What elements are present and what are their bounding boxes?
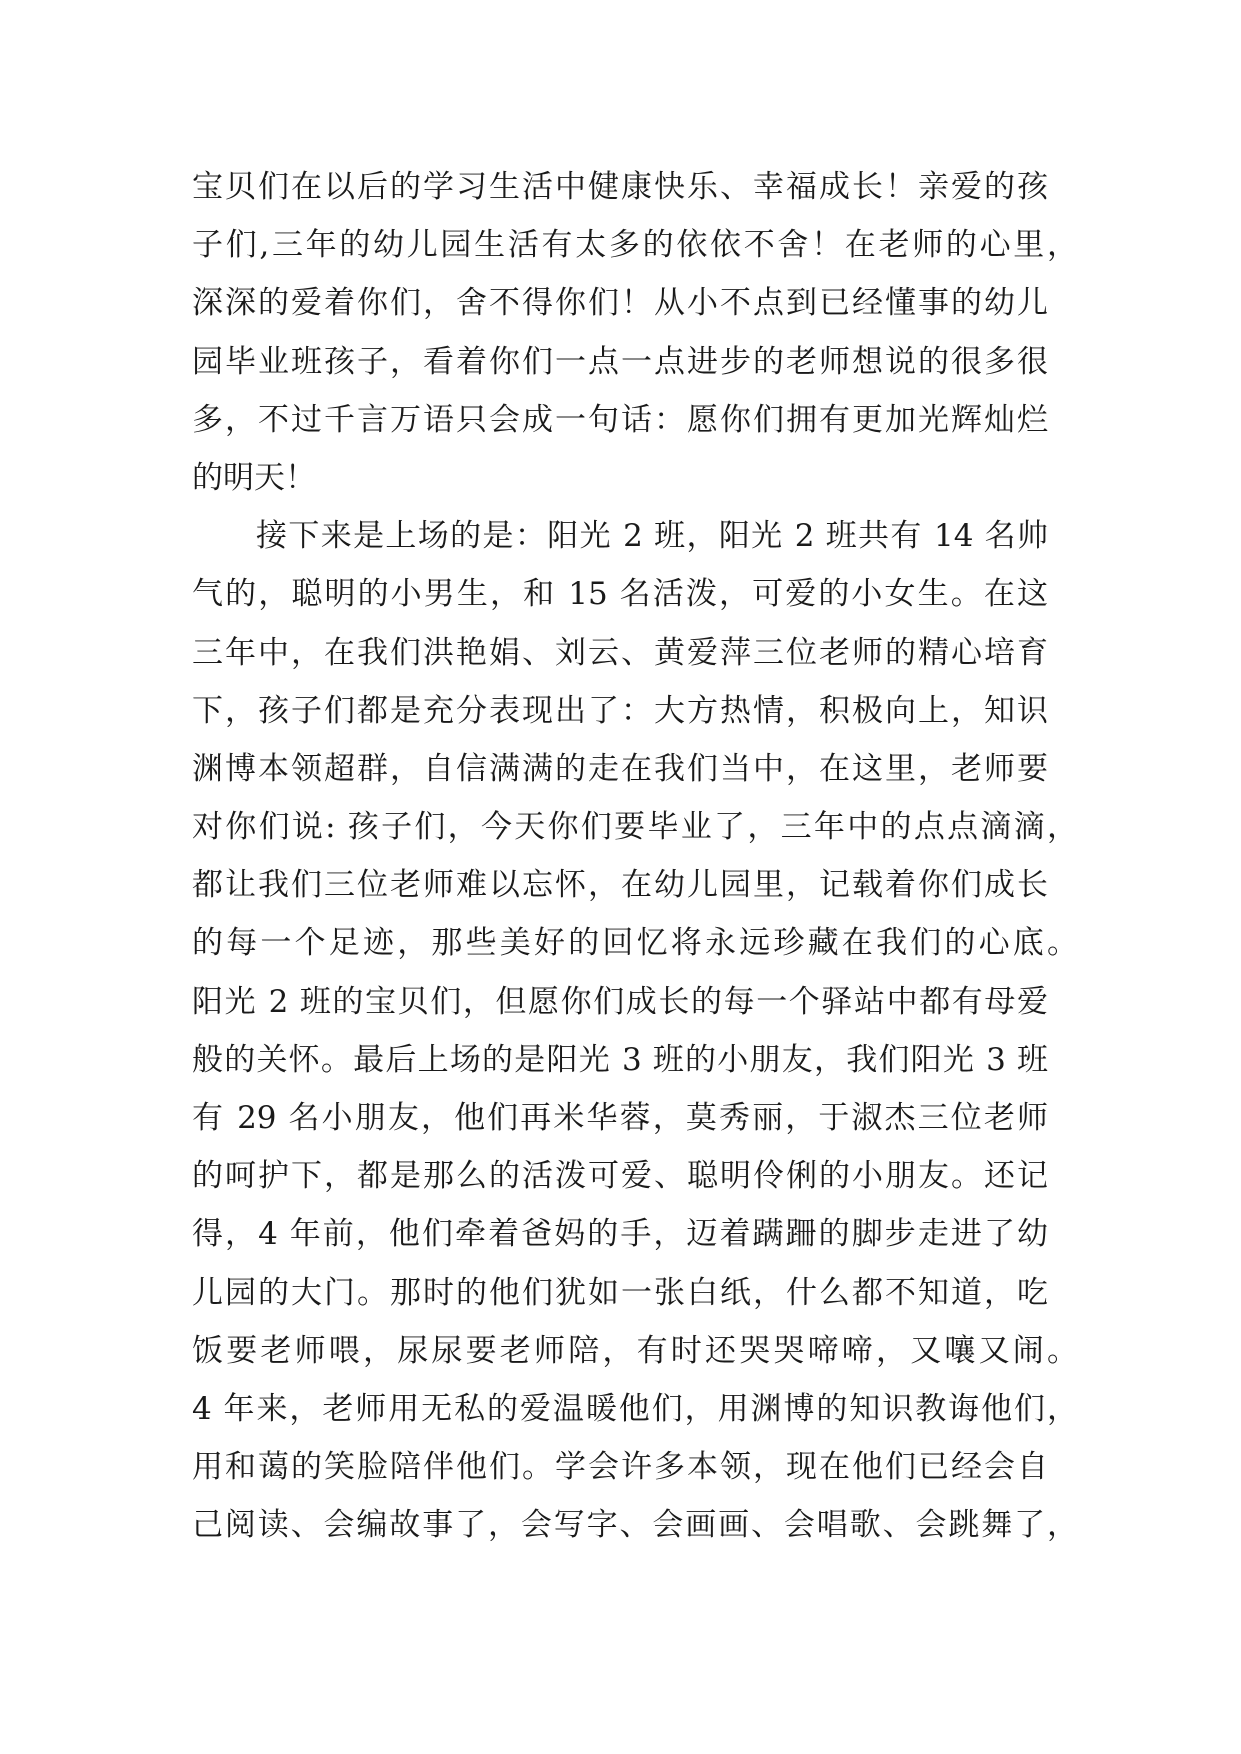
- text-line: 般的关怀。最后上场的是阳光 3 班的小朋友，我们阳光 3 班: [192, 1041, 1048, 1078]
- text-line: 4 年来，老师用无私的爱温暖他们，用渊博的知识教诲他们，: [192, 1390, 1078, 1427]
- text-line: 宝贝们在以后的学习生活中健康快乐、幸福成长！亲爱的孩: [192, 169, 1048, 205]
- text-line: 得，4 年前，他们牵着爸妈的手，迈着蹒跚的脚步走进了幼: [192, 1216, 1048, 1253]
- text-line: 都让我们三位老师难以忘怀，在幼儿园里，记载着你们成长: [192, 867, 1048, 904]
- text-line: 渊博本领超群，自信满满的走在我们当中，在这里，老师要: [192, 750, 1048, 787]
- text-line: 气的，聪明的小男生，和 15 名活泼，可爱的小女生。在这: [192, 576, 1048, 613]
- text-line: 下，孩子们都是充分表现出了：大方热情，积极向上，知识: [192, 692, 1048, 729]
- text-line: 对你们说: 孩子们，今天你们要毕业了，三年中的点点滴滴，: [192, 809, 1078, 846]
- text-line: 己阅读、会编故事了，会写字、会画画、会唱歌、会跳舞了，: [192, 1507, 1078, 1544]
- text-line: 多，不过千言万语只会成一句话：愿你们拥有更加光辉灿烂: [192, 401, 1048, 438]
- text-line: 阳光 2 班的宝贝们，但愿你们成长的每一个驿站中都有母爱: [192, 983, 1048, 1020]
- paragraph-1: [192, 158, 1092, 507]
- paragraph-2: [192, 507, 1092, 1554]
- text-line: 深深的爱着你们，舍不得你们！从小不点到已经懂事的幼儿: [192, 285, 1048, 322]
- text-line: 的明天！: [192, 459, 316, 496]
- text-line: 用和蔼的笑脸陪伴他们。学会许多本领，现在他们已经会自: [192, 1449, 1048, 1486]
- text-line: 园毕业班孩子，看着你们一点一点进步的老师想说的很多很: [192, 343, 1048, 380]
- text-line: 三年中，在我们洪艳娟、刘云、黄爱萍三位老师的精心培育: [192, 634, 1048, 671]
- text-line: 有 29 名小朋友，他们再米华蓉，莫秀丽，于淑杰三位老师: [192, 1100, 1048, 1136]
- text-line: 子们,三年的幼儿园生活有太多的依依不舍！在老师的心里，: [192, 227, 1078, 264]
- text-line: 的呵护下，都是那么的活泼可爱、聪明伶俐的小朋友。还记: [192, 1158, 1048, 1195]
- document-body: [192, 158, 1092, 1555]
- text-line: 饭要老师喂，尿尿要老师陪，有时还哭哭啼啼，又嚷又闹。: [192, 1332, 1078, 1369]
- text-line: 儿园的大门。那时的他们犹如一张白纸，什么都不知道，吃: [192, 1274, 1048, 1311]
- text-line: 的每一个足迹，那些美好的回忆将永远珍藏在我们的心底。: [192, 925, 1078, 962]
- text-line: 接下来是上场的是：阳光 2 班，阳光 2 班共有 14 名帅: [256, 518, 1048, 555]
